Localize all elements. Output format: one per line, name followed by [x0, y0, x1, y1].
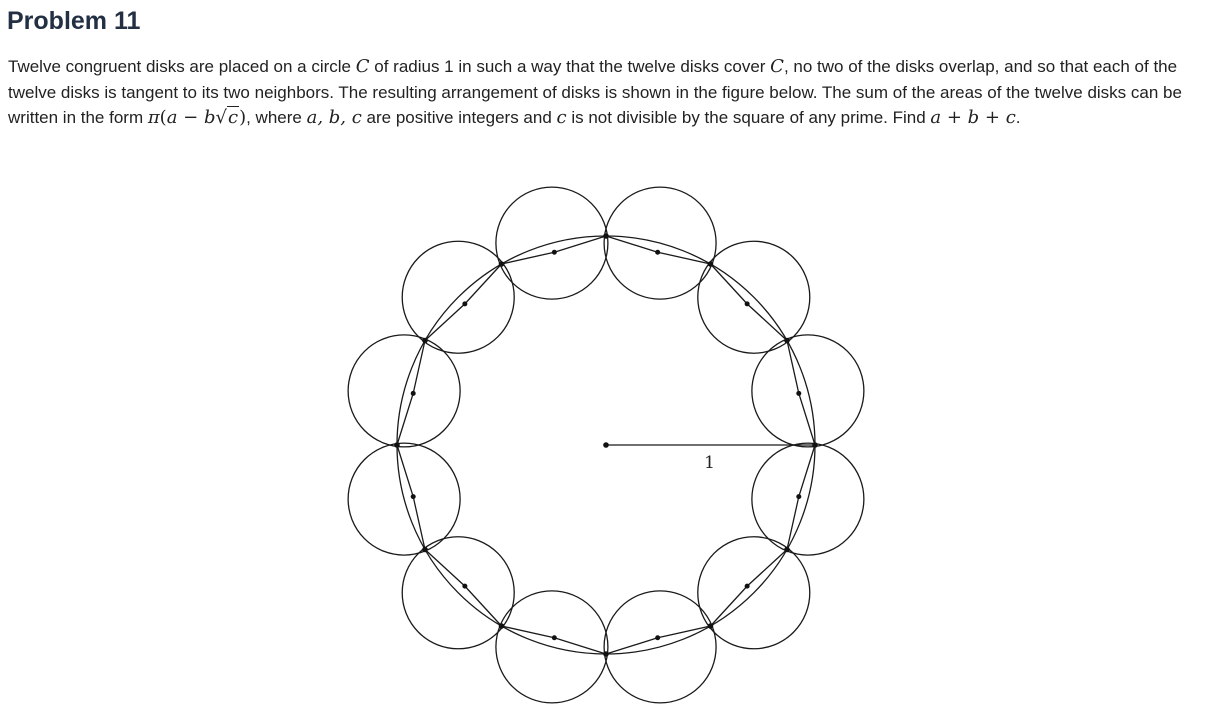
- math-sqrt: [216, 105, 240, 132]
- point: [784, 547, 790, 553]
- problem-title: Problem 11: [7, 7, 141, 35]
- point: [708, 623, 714, 629]
- point: [411, 494, 416, 499]
- math-paren-close: ): [239, 107, 247, 128]
- math-var-a: a: [166, 107, 178, 128]
- point: [603, 651, 609, 657]
- point: [708, 261, 714, 267]
- point: [411, 391, 416, 396]
- math-var-b: b: [203, 107, 216, 128]
- point: [784, 338, 790, 344]
- math-paren-open: (: [159, 107, 167, 128]
- point: [796, 494, 801, 499]
- point: [552, 635, 557, 640]
- problem-statement: [8, 54, 1208, 132]
- statement-text: .: [1015, 108, 1021, 127]
- point: [499, 623, 505, 629]
- point: [812, 442, 818, 448]
- math-circle-c: C: [355, 56, 370, 77]
- point: [552, 250, 557, 255]
- point: [422, 547, 428, 553]
- statement-text: , no two of the disks overlap, and so that each of the twelve disks is tangent to its two neighbors. The resulting arrangement of disks is shown in the figure below. The sum of the areas of the twelve disks can be written in the form: [8, 57, 1182, 127]
- point: [462, 301, 467, 306]
- math-var-c: c: [227, 107, 239, 128]
- math-circle-c: C: [770, 56, 784, 77]
- point: [796, 391, 801, 396]
- statement-text: is not divisible by the square of any prime. Find: [566, 108, 931, 127]
- point: [655, 250, 660, 255]
- math-pi: π: [147, 107, 160, 128]
- math-sum-expr: a + b + c: [930, 107, 1016, 128]
- statement-text: of radius 1 in such a way that the twelve disks cover: [369, 57, 771, 76]
- radius-label: 1: [704, 453, 715, 473]
- math-vars-abc: a, b, c: [306, 107, 362, 128]
- point: [745, 584, 750, 589]
- point: [394, 442, 400, 448]
- statement-text: Twelve congruent disks are placed on a circle: [8, 57, 356, 76]
- math-var-c: c: [556, 107, 567, 128]
- statement-text: , where: [246, 108, 307, 127]
- point: [422, 338, 428, 344]
- point: [603, 442, 609, 448]
- sqrt-sign: √: [215, 107, 227, 128]
- point: [499, 261, 505, 267]
- point: [603, 233, 609, 239]
- point: [462, 584, 467, 589]
- point: [655, 635, 660, 640]
- statement-text: are positive integers and: [361, 108, 557, 127]
- point: [745, 301, 750, 306]
- math-minus: −: [177, 107, 204, 128]
